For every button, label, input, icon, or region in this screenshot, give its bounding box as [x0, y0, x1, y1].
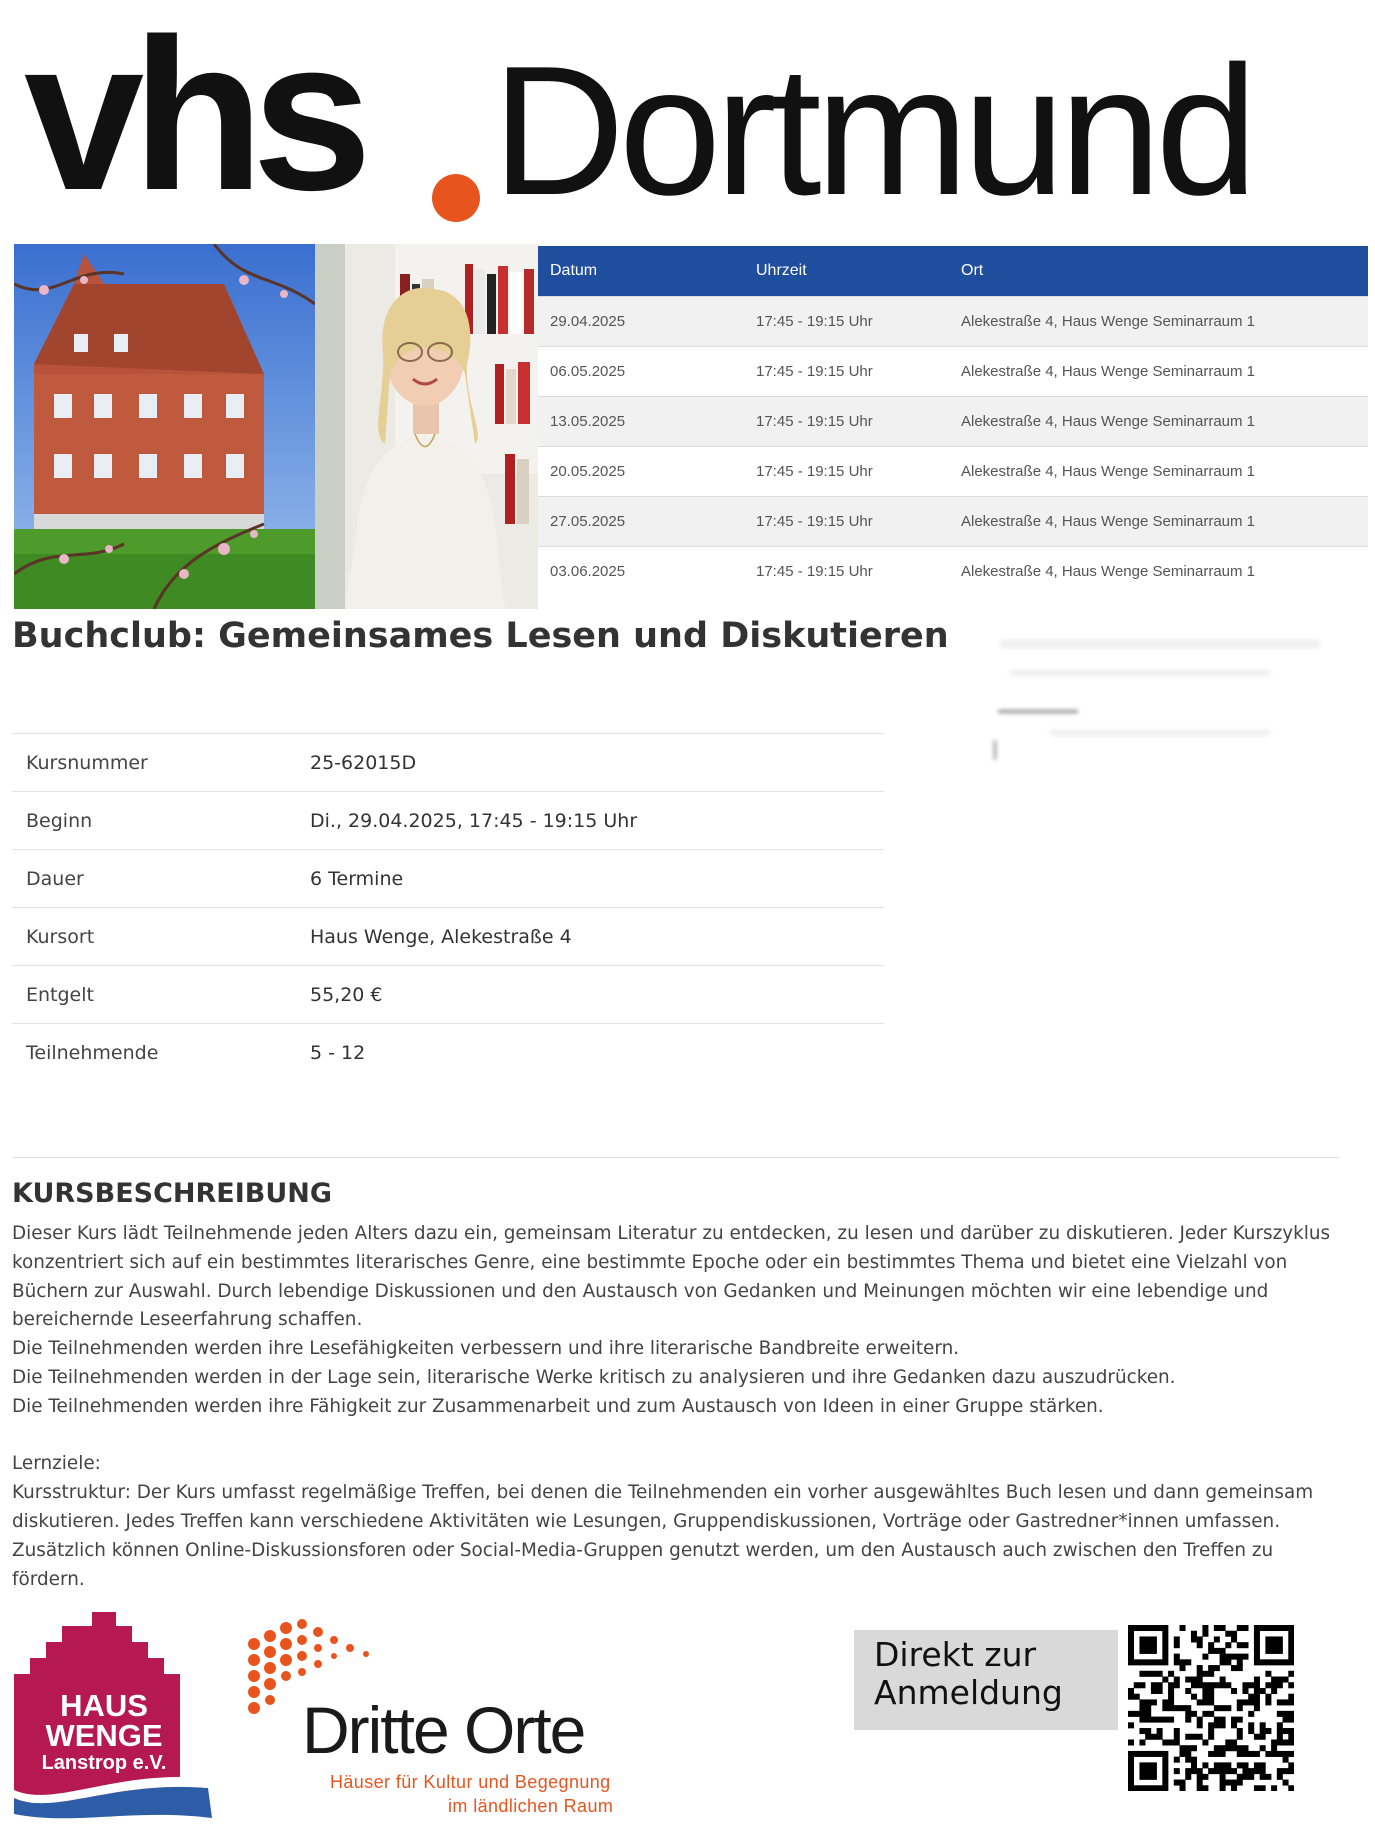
schedule-date: 20.05.2025 — [550, 463, 626, 480]
detail-value: 25-62015D — [310, 751, 417, 774]
registration-qr-code[interactable] — [1128, 1625, 1294, 1791]
schedule-header-time: Uhrzeit — [756, 262, 807, 279]
schedule-time: 17:45 - 19:15 Uhr — [756, 463, 873, 480]
detail-value: Di., 29.04.2025, 17:45 - 19:15 Uhr — [310, 809, 638, 832]
detail-value: 55,20 € — [310, 983, 383, 1006]
dritte-orte-subtitle-line2: im ländlichen Raum — [448, 1796, 614, 1816]
schedule-date: 03.06.2025 — [550, 563, 626, 580]
dritte-orte-title: Dritte Orte — [302, 1693, 585, 1767]
detail-value: 6 Termine — [310, 867, 404, 890]
schedule-time: 17:45 - 19:15 Uhr — [756, 563, 873, 580]
logo-vhs-text: vhs — [24, 0, 361, 235]
schedule-time: 17:45 - 19:15 Uhr — [756, 513, 873, 530]
dritte-orte-subtitle-line1: Häuser für Kultur und Begegnung — [330, 1772, 611, 1792]
learning-goal: Die Teilnehmenden werden in der Lage sein, literarische Werke kritisch zu analysieren und ihre Gedanken dazu auszudrücken. — [12, 1366, 1176, 1388]
detail-label: Teilnehmende — [26, 1042, 159, 1064]
schedule-header-place: Ort — [961, 262, 984, 279]
haus-wenge-logo-line2: WENGE — [45, 1718, 163, 1753]
detail-row-start — [12, 792, 884, 850]
learning-goal: Die Teilnehmenden werden ihre Fähigkeit zur Zusammenarbeit und zum Austausch von Ideen in einer Gruppe stärken. — [12, 1395, 1104, 1417]
blurred-image-area — [990, 630, 1330, 830]
registration-label-line2: Anmeldung — [874, 1673, 1063, 1712]
logo-city-text: Dortmund — [492, 27, 1252, 233]
detail-label: Entgelt — [26, 983, 94, 1006]
schedule-time: 17:45 - 19:15 Uhr — [756, 313, 873, 330]
logo-dot — [432, 174, 480, 222]
detail-label: Beginn — [26, 809, 93, 832]
schedule-time: 17:45 - 19:15 Uhr — [756, 363, 873, 380]
course-description — [12, 1220, 1340, 1594]
detail-row-fee — [12, 966, 884, 1024]
detail-value: Haus Wenge, Alekestraße 4 — [310, 925, 572, 948]
schedule-date: 27.05.2025 — [550, 513, 626, 530]
haus-wenge-logo — [14, 1612, 212, 1822]
schedule-place: Alekestraße 4, Haus Wenge Seminarraum 1 — [961, 513, 1256, 530]
schedule-date: 29.04.2025 — [550, 313, 626, 330]
haus-wenge-building-photo — [14, 244, 315, 609]
schedule-place: Alekestraße 4, Haus Wenge Seminarraum 1 — [961, 463, 1256, 480]
section-divider — [12, 1157, 1339, 1158]
detail-row-participants — [12, 1024, 884, 1082]
schedule-row — [538, 296, 1368, 346]
schedule-row — [538, 546, 1368, 596]
registration-label — [854, 1630, 1118, 1730]
course-leader-photo — [315, 244, 538, 609]
schedule-place: Alekestraße 4, Haus Wenge Seminarraum 1 — [961, 363, 1256, 380]
learning-goals-label: Lernziele: — [12, 1453, 101, 1475]
schedule-place: Alekestraße 4, Haus Wenge Seminarraum 1 — [961, 563, 1256, 580]
schedule-place: Alekestraße 4, Haus Wenge Seminarraum 1 — [961, 313, 1256, 330]
course-structure-paragraph: Kursstruktur: Der Kurs umfasst regelmäßige Treffen, bei denen die Teilnehmenden ein vorher ausgewähltes Buch lesen und dann gemeinsam diskutieren. Jedes Treffen kann verschiedene Aktivitäten wie Lesungen, Gruppendiskussionen, Vorträge oder Gastredner*innen umfassen. Zusätzlich können Online-Diskussionsforen oder Social-Media-Gruppen genutzt werden, um den Austausch auch zwischen den Treffen zu fördern. — [12, 1482, 1314, 1590]
registration-label-line1: Direkt zur — [874, 1635, 1037, 1674]
detail-row-course-number — [12, 734, 884, 792]
detail-label: Kursnummer — [26, 751, 148, 774]
description-heading: KURSBESCHREIBUNG — [12, 1178, 333, 1209]
schedule-date: 06.05.2025 — [550, 363, 626, 380]
schedule-time: 17:45 - 19:15 Uhr — [756, 413, 873, 430]
detail-label: Kursort — [26, 925, 95, 948]
schedule-row — [538, 346, 1368, 396]
detail-value: 5 - 12 — [310, 1042, 366, 1064]
schedule-header-date: Datum — [550, 262, 598, 279]
detail-label: Dauer — [26, 867, 84, 890]
schedule-place: Alekestraße 4, Haus Wenge Seminarraum 1 — [961, 413, 1256, 430]
schedule-row — [538, 496, 1368, 546]
haus-wenge-logo-line3: Lanstrop e.V. — [41, 1752, 167, 1774]
schedule-row — [538, 446, 1368, 496]
course-details-table — [12, 733, 884, 1082]
description-paragraph: Dieser Kurs lädt Teilnehmende jeden Alters dazu ein, gemeinsam Literatur zu entdecken, zu lesen und darüber zu diskutieren. Jeder Kurszyklus konzentriert sich auf ein bestimmtes literarisches Genre, eine bestimmte Epoche oder ein bestimmtes Thema und bietet eine Vielzahl von Büchern zur Auswahl. Durch lebendige Diskussionen und den Austausch von Gedanken und Meinungen möchten wir eine lebendige und bereichernde Leseerfahrung schaffen. — [12, 1223, 1331, 1331]
learning-goal: Die Teilnehmenden werden ihre Lesefähigkeiten verbessern und ihre literarische Bandbreite erweitern. — [12, 1338, 960, 1360]
dritte-orte-logo — [246, 1616, 626, 1816]
schedule-header-row — [538, 246, 1368, 296]
schedule-table — [538, 246, 1368, 596]
course-title: Buchclub: Gemeinsames Lesen und Diskutieren — [12, 616, 949, 656]
schedule-row — [538, 396, 1368, 446]
detail-row-location — [12, 908, 884, 966]
schedule-date: 13.05.2025 — [550, 413, 626, 430]
haus-wenge-logo-line1: HAUS — [60, 1688, 148, 1723]
detail-row-duration — [12, 850, 884, 908]
